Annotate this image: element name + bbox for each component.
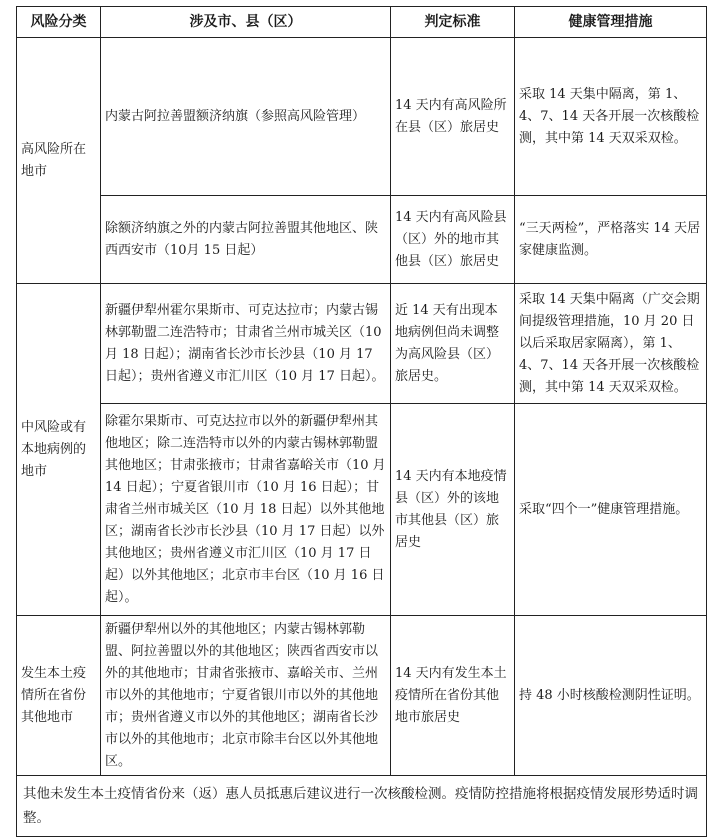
measures-cell: 持 48 小时核酸检测阴性证明。 [515,616,707,776]
category-high-risk: 高风险所在地市 [17,38,101,284]
header-criteria: 判定标准 [391,7,515,38]
header-areas: 涉及市、县（区） [101,7,391,38]
document-page [16,6,706,837]
table-row [17,616,707,776]
areas-cell: 新疆伊犁州以外的其他地区；内蒙古锡林郭勒盟、阿拉善盟以外的其他地区；陕西省西安市以外的其他地市；甘肃省张掖市、嘉峪关市、兰州市以外的其他地市；宁夏省银川市以外的其他地市；贵州省遵义市以外的其他地区；湖南省长沙市以外的其他地市；北京市除丰台区以外其他地区。 [101,616,391,776]
criteria-cell: 14 天内有高风险所在县（区）旅居史 [391,38,515,196]
footer-note: 其他未发生本土疫情省份来（返）惠人员抵惠后建议进行一次核酸检测。疫情防控措施将根据疫情发展形势适时调整。 [17,776,707,837]
criteria-cell: 近 14 天有出现本地病例但尚未调整为高风险县（区）旅居史。 [391,284,515,404]
table-row [17,38,707,196]
criteria-cell: 14 天内有高风险县（区）外的地市其他县（区）旅居史 [391,196,515,284]
criteria-cell: 14 天内有本地疫情县（区）外的该地市其他县（区）旅居史 [391,404,515,616]
category-local-outbreak-province: 发生本土疫情所在省份其他地市 [17,616,101,776]
areas-cell: 除额济纳旗之外的内蒙古阿拉善盟其他地区、陕西西安市（10月 15 日起） [101,196,391,284]
table-row [17,404,707,616]
footer-row [17,776,707,837]
table-row [17,196,707,284]
header-row [17,7,707,38]
measures-cell: 采取 14 天集中隔离（广交会期间提级管理措施，10 月 20 日以后采取居家隔离），第 1、4、7、14 天各开展一次核酸检测，其中第 14 天双采双检。 [515,284,707,404]
areas-cell: 新疆伊犁州霍尔果斯市、可克达拉市；内蒙古锡林郭勒盟二连浩特市；甘肃省兰州市城关区（10 月 18 日起）；湖南省长沙市长沙县（10 月 17 日起）；贵州省遵义市汇川区（10 月 17 日起）。 [101,284,391,404]
header-measures: 健康管理措施 [515,7,707,38]
risk-table [16,6,707,837]
areas-cell: 除霍尔果斯市、可克达拉市以外的新疆伊犁州其他地区；除二连浩特市以外的内蒙古锡林郭勒盟其他地区；甘肃张掖市；甘肃省嘉峪关市（10 月 14 日起）；宁夏省银川市（10 月 16 日起）；甘肃省兰州市城关区（10 月 18 日起）以外其他地区；湖南省长沙市长沙县（10 月 17 日起）以外其他地区；贵州省遵义市汇川区（10 月 17 日起）以外其他地区；北京市丰台区（10 月 16 日起）。 [101,404,391,616]
category-medium-risk: 中风险或有本地病例的地市 [17,284,101,616]
header-category: 风险分类 [17,7,101,38]
measures-cell: “三天两检”，严格落实 14 天居家健康监测。 [515,196,707,284]
measures-cell: 采取“四个一”健康管理措施。 [515,404,707,616]
table-row [17,284,707,404]
measures-cell: 采取 14 天集中隔离，第 1、4、7、14 天各开展一次核酸检测，其中第 14 天双采双检。 [515,38,707,196]
areas-cell: 内蒙古阿拉善盟额济纳旗（参照高风险管理） [101,38,391,196]
criteria-cell: 14 天内有发生本土疫情所在省份其他地市旅居史 [391,616,515,776]
